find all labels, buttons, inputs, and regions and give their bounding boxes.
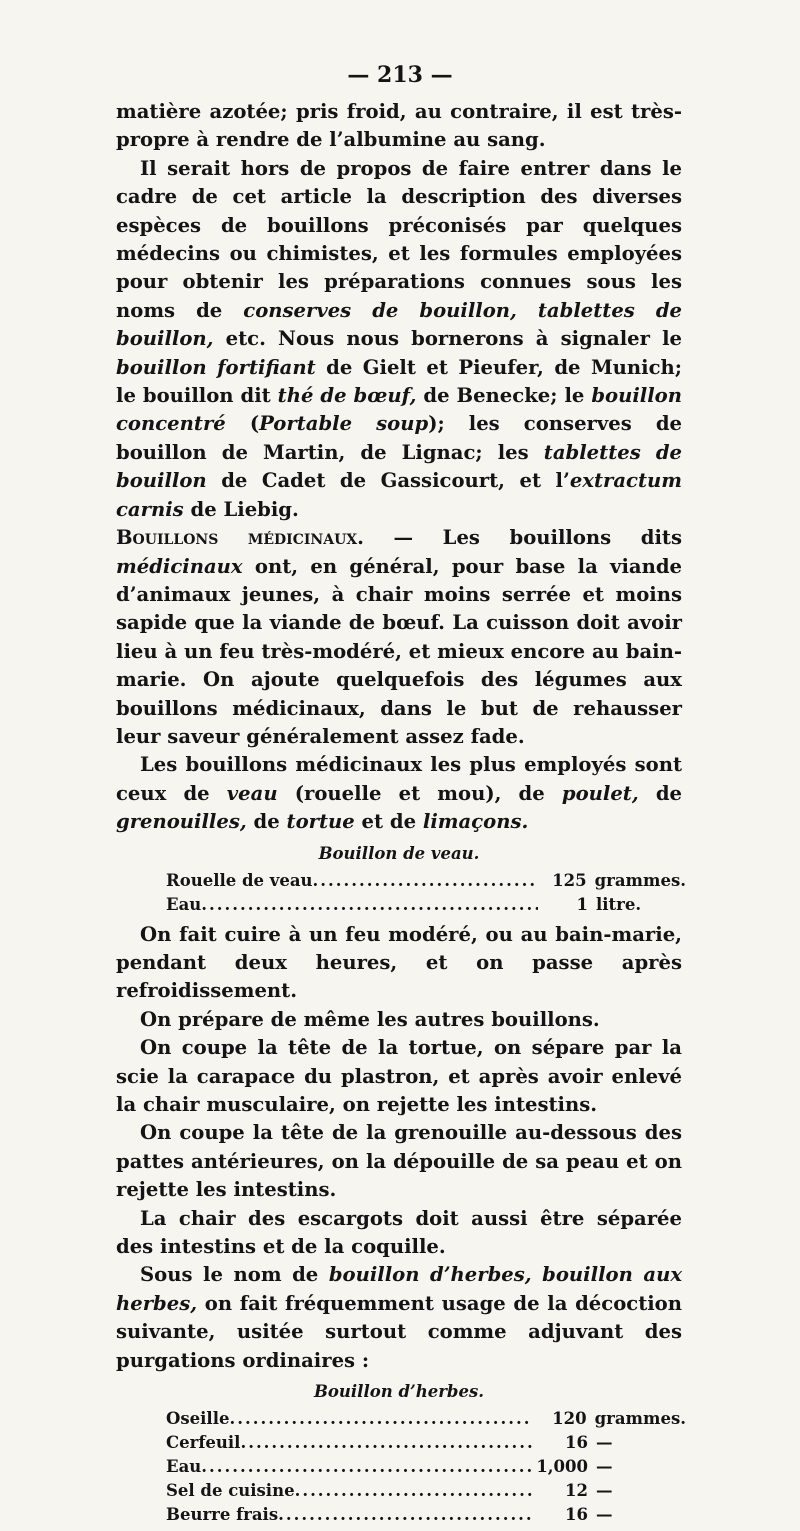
- paragraph-5: On fait cuire à un feu modéré, ou au bain-marie, pendant deux heures, et on passe après refroidissement.: [116, 922, 682, 1003]
- recipe-row: Eau ..... 1 litre.: [166, 893, 686, 917]
- recipe-row: Sel de cuisine ..... 12 —: [166, 1479, 686, 1503]
- recipe-row: Eau ..... 1,000 —: [166, 1455, 686, 1479]
- recipe-row: Beurre frais ..... 16 —: [166, 1503, 686, 1527]
- recipe-herbs-list: [116, 1407, 686, 1527]
- paragraph-7: On coupe la tête de la tortue, on sépare par la scie la carapace du plastron, et après avoir enlevé la chair musculaire, on rejette les intestins.: [116, 1036, 682, 1116]
- paragraph-8: On coupe la tête de la grenouille au-dessous des pattes antérieures, on la dépouille de sa peau et on rejette les intestins.: [116, 1121, 682, 1202]
- paragraph-4: Les bouillons médicinaux les plus employés sont ceux de veau (rouelle et mou), de poulet, de grenouilles, de tortue et de limaçons.: [116, 753, 682, 834]
- paragraph-1: matière azotée; pris froid, au contraire, il est très-propre à rendre de l’albumine au sang.: [116, 100, 682, 152]
- section-heading: Bouillons médicinaux.: [116, 526, 364, 550]
- paragraph-medicinal: Bouillons médicinaux. — Les bouillons dits médicinaux ont, en général, pour base la viande d’animaux jeunes, à chair moins serrée et moins sapide que la viande de bœuf. La cuisson doit avoir lieu à un feu très-modéré, et mieux encore au bain-marie. On ajoute quelquefois des légumes aux bouillons médicinaux, dans le but de rehausser leur saveur généralement assez fade.: [116, 526, 682, 748]
- page-number: — 213 —: [347, 62, 453, 88]
- recipe-herbs-title: Bouillon d’herbes.: [313, 1382, 485, 1402]
- recipe-veal-list: [116, 869, 686, 917]
- body-text: [116, 98, 686, 1531]
- recipe-row: Cerfeuil ..... 16 —: [166, 1431, 686, 1455]
- recipe-veal-title: Bouillon de veau.: [318, 843, 480, 863]
- recipe-row: Rouelle de veau ..... 125 grammes.: [166, 869, 686, 893]
- paragraph-9: La chair des escargots doit aussi être séparée des intestins et de la coquille.: [116, 1206, 682, 1259]
- paragraph-6: On prépare de même les autres bouillons.: [140, 1007, 600, 1031]
- recipe-row: Oseille ..... 120 grammes.: [166, 1407, 686, 1431]
- paragraph-2: Il serait hors de propos de faire entrer dans le cadre de cet article la description des diverses espèces de bouillons préconisés par quelques médecins ou chimistes, et les formules employées pour obtenir les préparations connues sous les noms de conserves de bouillon, tablettes de bouillon, etc. Nous nous bornerons à signaler le bouillon fortifiant de Gielt et Pieufer, de Munich; le bouillon dit thé de bœuf, de Benecke; le bouillon concentré (Portable soup); les conserves de bouillon de Martin, de Lignac; les tablettes de bouillon de Cadet de Gassicourt, et l’extractum carnis de Liebig.: [116, 156, 682, 521]
- paragraph-10: Sous le nom de bouillon d’herbes, bouillon aux herbes, on fait fréquemment usage de la décoction suivante, usitée surtout comme adjuvant des purgations ordinaires :: [116, 1263, 682, 1372]
